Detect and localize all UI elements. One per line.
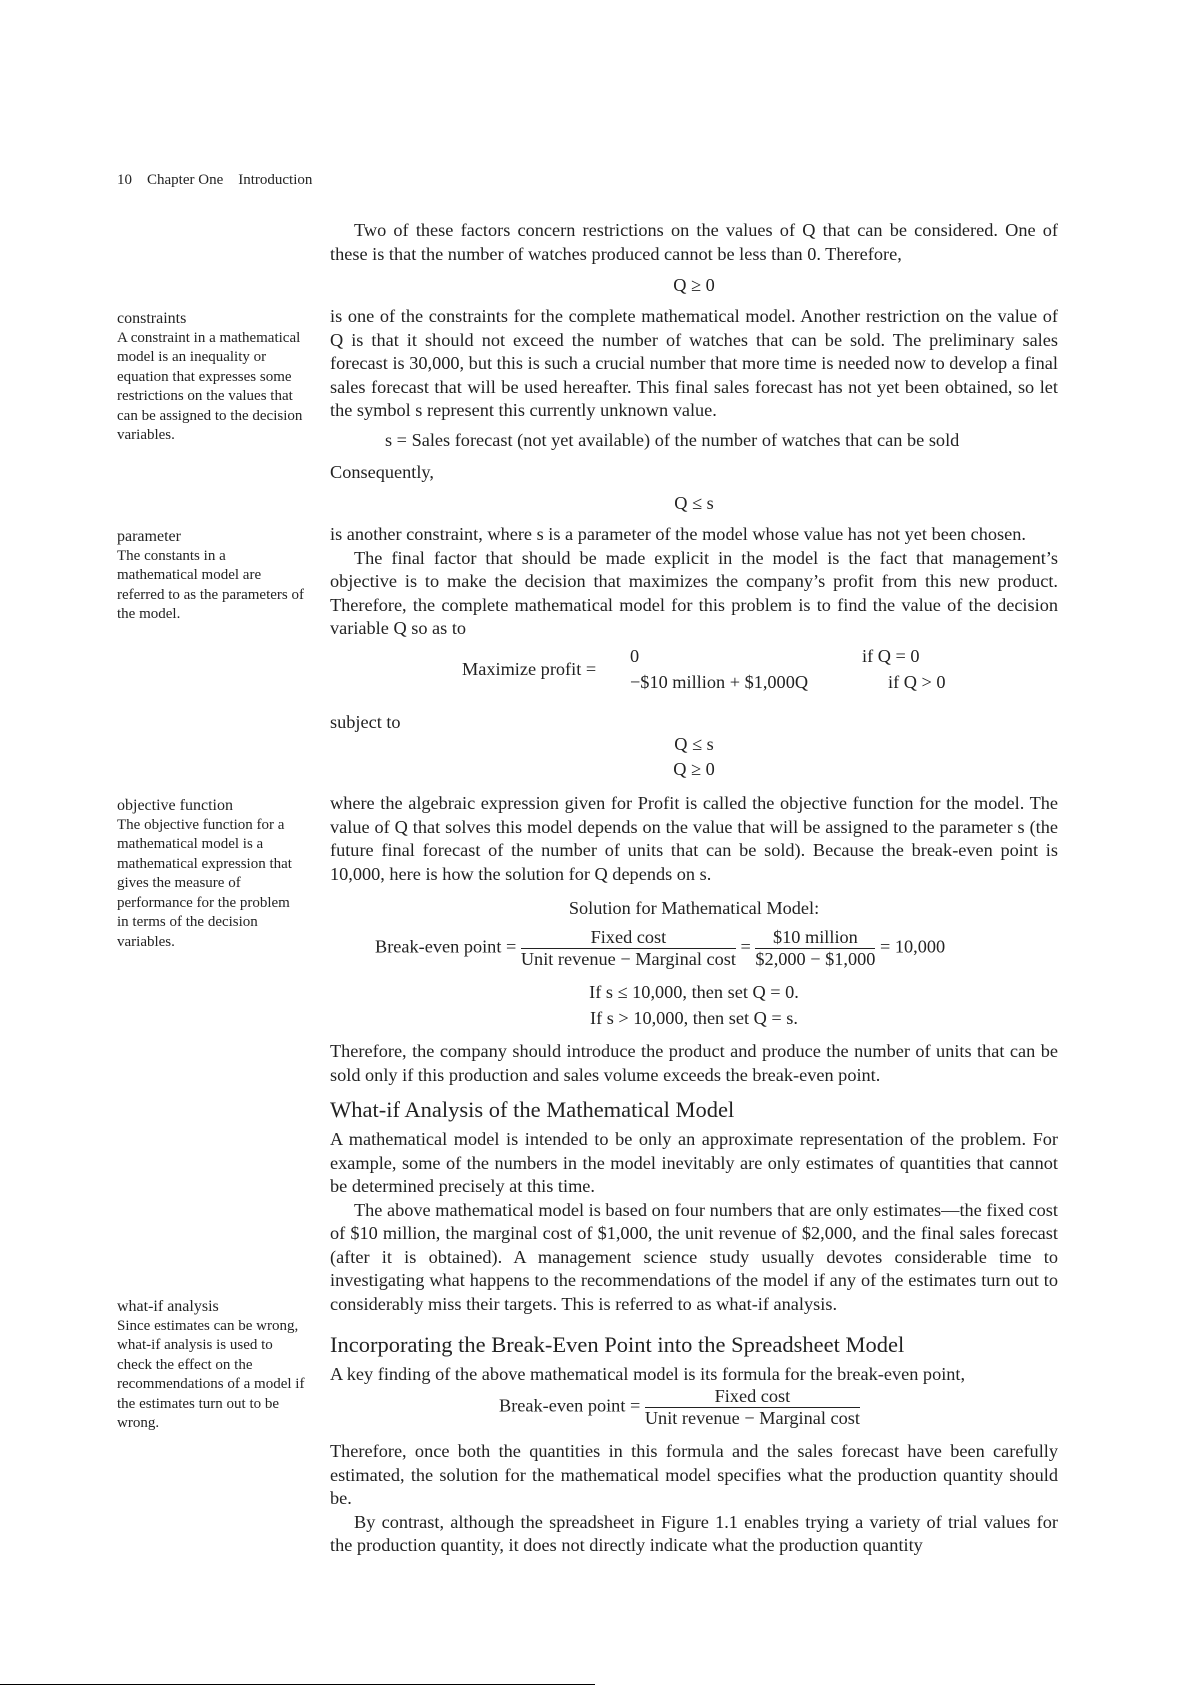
heading-what-if: What-if Analysis of the Mathematical Model	[330, 1097, 735, 1122]
paragraph: is another constraint, where s is a parameter of the model whose value has not yet been chosen. The final factor that should be made explicit in the model is the fact that management’s objective is to make the decision that maximizes the company’s profit from this new product. Therefore, the complete mathematical model for this problem is to find the value of the decision variable Q so as to	[330, 524, 1058, 638]
note-text: The constants in a mathematical model are referred to as the parameters of the model.	[117, 547, 304, 622]
break-even-formula-2: Break-even point = $\frac{\text{Fixed cost}}{\text{Unit revenue − Marginal cost}}$	[499, 1386, 860, 1428]
equation-q-nonneg: Q ≥ 0	[673, 275, 715, 295]
note-text: The objective function for a mathematical model is a mathematical expression that gives the measure of performance for the problem in terms of the decision variables.	[117, 816, 292, 950]
constraint-1: Q ≤ s	[674, 734, 714, 754]
solution-title: Solution for Mathematical Model:	[568, 898, 820, 918]
note-term: parameter	[117, 528, 181, 545]
paragraph: is one of the constraints for the complete mathematical model. Another restriction on the value of Q is that it should not exceed the number of watches that can be sold. The preliminary sales forecast is 30,000, but this is such a crucial number that more time is needed now to develop a final sales forecast that will be used hereafter. This final sales forecast has not yet been obtained, so let the symbol s represent this currently unknown value.	[330, 306, 1058, 420]
rule-1: If s ≤ 10,000, then set Q = 0.	[589, 982, 799, 1002]
paragraph: where the algebraic expression given for Profit is called the objective function for the model. The value of Q that solves this model depends on the value that will be assigned to the parameter s (the future final forecast of the number of units that can be sold). Because the break-even point is 10,000, here is how the solution for Q depends on s.	[330, 793, 1058, 884]
case1-expr: 0	[630, 646, 640, 666]
margin-note-objective-function	[117, 796, 305, 952]
margin-note-parameter	[117, 527, 305, 625]
page-number: 10	[117, 172, 132, 188]
case2-expr: −$10 million + $1,000Q	[630, 672, 809, 692]
paragraph: Therefore, the company should introduce the product and produce the number of units that can be sold only if this production and sales volume exceeds the break-even point.	[330, 1041, 1058, 1085]
note-text: Since estimates can be wrong, what-if analysis is used to check the effect on the recommendations of a model if the estimates turn out to be wrong.	[117, 1317, 305, 1431]
break-even-formula: Break-even point = $\frac{\text{Fixed cost}}{\text{Unit revenue − Marginal cost}}$ = $\frac{\text{\$10 million}}{\$2,000 - \$1,000}$ = 10,000	[375, 927, 946, 969]
running-header	[117, 172, 312, 189]
case2-cond: if Q > 0	[888, 672, 946, 692]
paragraph: A key finding of the above mathematical model is its formula for the break-even point,	[330, 1364, 966, 1384]
equation-s-definition: s = Sales forecast (not yet available) of the number of watches that can be sold	[385, 430, 960, 450]
heading-incorporating: Incorporating the Break-Even Point into the Spreadsheet Model	[330, 1332, 905, 1357]
rule-2: If s > 10,000, then set Q = s.	[590, 1008, 798, 1028]
max-label: Maximize profit =	[462, 659, 597, 679]
chapter-label: Chapter One	[147, 172, 224, 188]
paragraph: Consequently,	[330, 462, 434, 482]
paragraph: A mathematical model is intended to be only an approximate representation of the problem. For example, some of the numbers in the model inevitably are only estimates of quantities that cannot be determined precisely at this time. The above mathematical model is based on four numbers that are only estimates—the fixed cost of $10 million, the marginal cost of $1,000, the unit revenue of $2,000, and the final sales forecast (after it is obtained). A management science study usually devotes considerable time to investigating what happens to the recommendations of the model if any of the estimates turn out to considerably miss their targets. This is referred to as what-if analysis.	[330, 1129, 1058, 1314]
paragraph: Two of these factors concern restrictions on the values of Q that can be considered. One of these is that the number of watches produced cannot be less than 0. Therefore,	[330, 220, 1058, 264]
paragraph: Therefore, once both the quantities in this formula and the sales forecast have been carefully estimated, the solution for the mathematical model specifies what the production quantity should be. By contrast, although the spreadsheet in Figure 1.1 enables trying a variety of trial values for the production quantity, it does not directly indicate what the production quantity	[330, 1441, 1058, 1555]
equation-q-le-s: Q ≤ s	[674, 493, 714, 513]
case1-cond: if Q = 0	[862, 646, 920, 666]
note-term: objective function	[117, 797, 233, 814]
note-term: constraints	[117, 310, 187, 327]
margin-note-constraints	[117, 309, 305, 446]
paragraph: subject to	[330, 712, 401, 732]
note-term: what-if analysis	[117, 1298, 219, 1315]
section-label: Introduction	[238, 172, 313, 188]
margin-note-what-if	[117, 1297, 305, 1434]
constraint-2: Q ≥ 0	[673, 759, 715, 779]
note-text: A constraint in a mathematical model is an inequality or equation that expresses some restrictions on the values that can be assigned to the decision variables.	[117, 329, 303, 443]
